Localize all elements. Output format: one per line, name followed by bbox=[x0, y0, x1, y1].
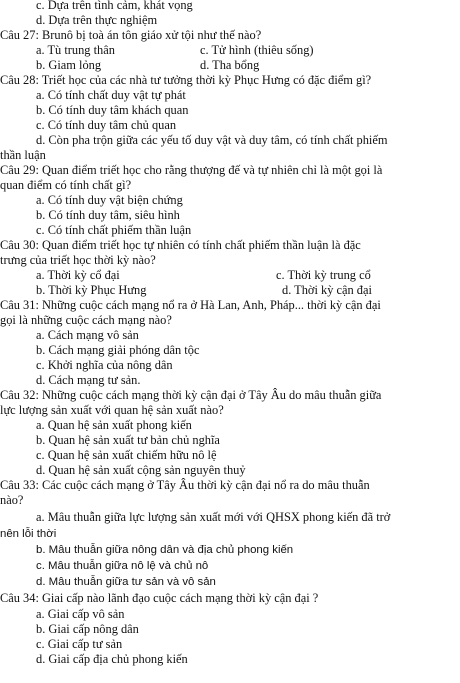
answer-option: a. Có tính duy vật biện chứng bbox=[36, 193, 183, 207]
answer-option: d. Thời kỳ cận đại bbox=[282, 283, 372, 297]
question-31-continued: gọi là những cuộc cách mạng nào? bbox=[0, 313, 172, 327]
answer-option: c. Thời kỳ trung cổ bbox=[276, 268, 371, 282]
answer-option: c. Tử hình (thiêu sống) bbox=[200, 43, 314, 57]
answer-option: a. Giai cấp vô sản bbox=[36, 607, 125, 621]
question-33-continued: nào? bbox=[0, 493, 24, 507]
answer-option: d. Cách mạng tư sản. bbox=[36, 373, 141, 387]
answer-option: c. Giai cấp tư sản bbox=[36, 637, 123, 651]
question-30-continued: trưng của triết học thời kỳ nào? bbox=[0, 253, 156, 267]
answer-option: b. Giai cấp nông dân bbox=[36, 622, 139, 636]
question-32-continued: lực lượng sản xuất với quan hệ sản xuất nào? bbox=[0, 403, 224, 417]
answer-option: d. Giai cấp địa chủ phong kiến bbox=[36, 652, 188, 666]
answer-option: c. Quan hệ sản xuất chiếm hữu nô lệ bbox=[36, 448, 217, 462]
answer-option: b. Quan hệ sản xuất tư bản chủ nghĩa bbox=[36, 433, 220, 447]
answer-option-continued: thần luận bbox=[0, 148, 46, 162]
answer-option: d. Dựa trên thực nghiệm bbox=[36, 13, 158, 27]
answer-option: d. Còn pha trộn giữa các yếu tố duy vật và duy tâm, có tính chất phiếm bbox=[36, 133, 388, 147]
answer-option: a. Thời kỳ cổ đại bbox=[36, 268, 120, 282]
answer-option: a. Mâu thuẫn giữa lực lượng sản xuất mới với QHSX phong kiến đã trở bbox=[36, 510, 391, 524]
question-33: Câu 33: Các cuộc cách mạng ở Tây Âu thời kỳ cận đại nổ ra do mâu thuẫn bbox=[0, 478, 370, 492]
question-29: Câu 29: Quan điểm triết học cho rằng thượng đế và tự nhiên chỉ là một gọi là bbox=[0, 163, 383, 177]
answer-option: d. Tha bổng bbox=[200, 58, 260, 72]
answer-option: b. Mâu thuẫn giữa nông dân và địa chủ phong kiến bbox=[36, 544, 294, 556]
question-32: Câu 32: Những cuộc cách mạng thời kỳ cận đại ở Tây Âu do mâu thuẫn giữa bbox=[0, 388, 382, 402]
answer-option: a. Cách mạng vô sản bbox=[36, 328, 139, 342]
question-34: Câu 34: Giai cấp nào lãnh đạo cuộc cách mạng thời kỳ cận đại ? bbox=[0, 591, 319, 605]
answer-option: b. Có tính duy tâm, siêu hình bbox=[36, 208, 180, 222]
answer-option: b. Giam lỏng bbox=[36, 58, 102, 72]
question-31: Câu 31: Những cuộc cách mạng nổ ra ở Hà Lan, Anh, Pháp... thời kỳ cận đại bbox=[0, 298, 381, 312]
answer-option: a. Tù trung thân bbox=[36, 43, 115, 57]
answer-option: c. Khởi nghĩa của nông dân bbox=[36, 358, 173, 372]
question-28: Câu 28: Triết học của các nhà tư tưởng thời kỳ Phục Hưng có đặc điểm gì? bbox=[0, 73, 372, 87]
answer-option: d. Quan hệ sản xuất cộng sản nguyên thuỷ bbox=[36, 463, 246, 477]
answer-option: c. Mâu thuẫn giữa nô lệ và chủ nô bbox=[36, 560, 209, 572]
answer-option: a. Quan hệ sản xuất phong kiến bbox=[36, 418, 192, 432]
answer-option: c. Dựa trên tình cảm, khát vọng bbox=[36, 0, 193, 12]
answer-option: b. Thời kỳ Phục Hưng bbox=[36, 283, 147, 297]
question-27: Câu 27: Brunô bị toà án tôn giáo xử tội như thế nào? bbox=[0, 28, 262, 42]
answer-option: b. Cách mạng giải phóng dân tộc bbox=[36, 343, 200, 357]
answer-option: a. Có tính chất duy vật tự phát bbox=[36, 88, 186, 102]
answer-option: d. Mâu thuẫn giữa tư sản và vô sản bbox=[36, 576, 216, 588]
question-30: Câu 30: Quan điểm triết học tự nhiên có tính chất phiếm thần luận là đặc bbox=[0, 238, 361, 252]
question-29-continued: quan điểm có tính chất gì? bbox=[0, 178, 132, 192]
answer-option: c. Có tính chất phiếm thần luận bbox=[36, 223, 192, 237]
answer-option-continued: nên lỗi thời bbox=[0, 528, 57, 540]
answer-option: c. Có tính duy tâm chủ quan bbox=[36, 118, 177, 132]
answer-option: b. Có tính duy tâm khách quan bbox=[36, 103, 189, 117]
